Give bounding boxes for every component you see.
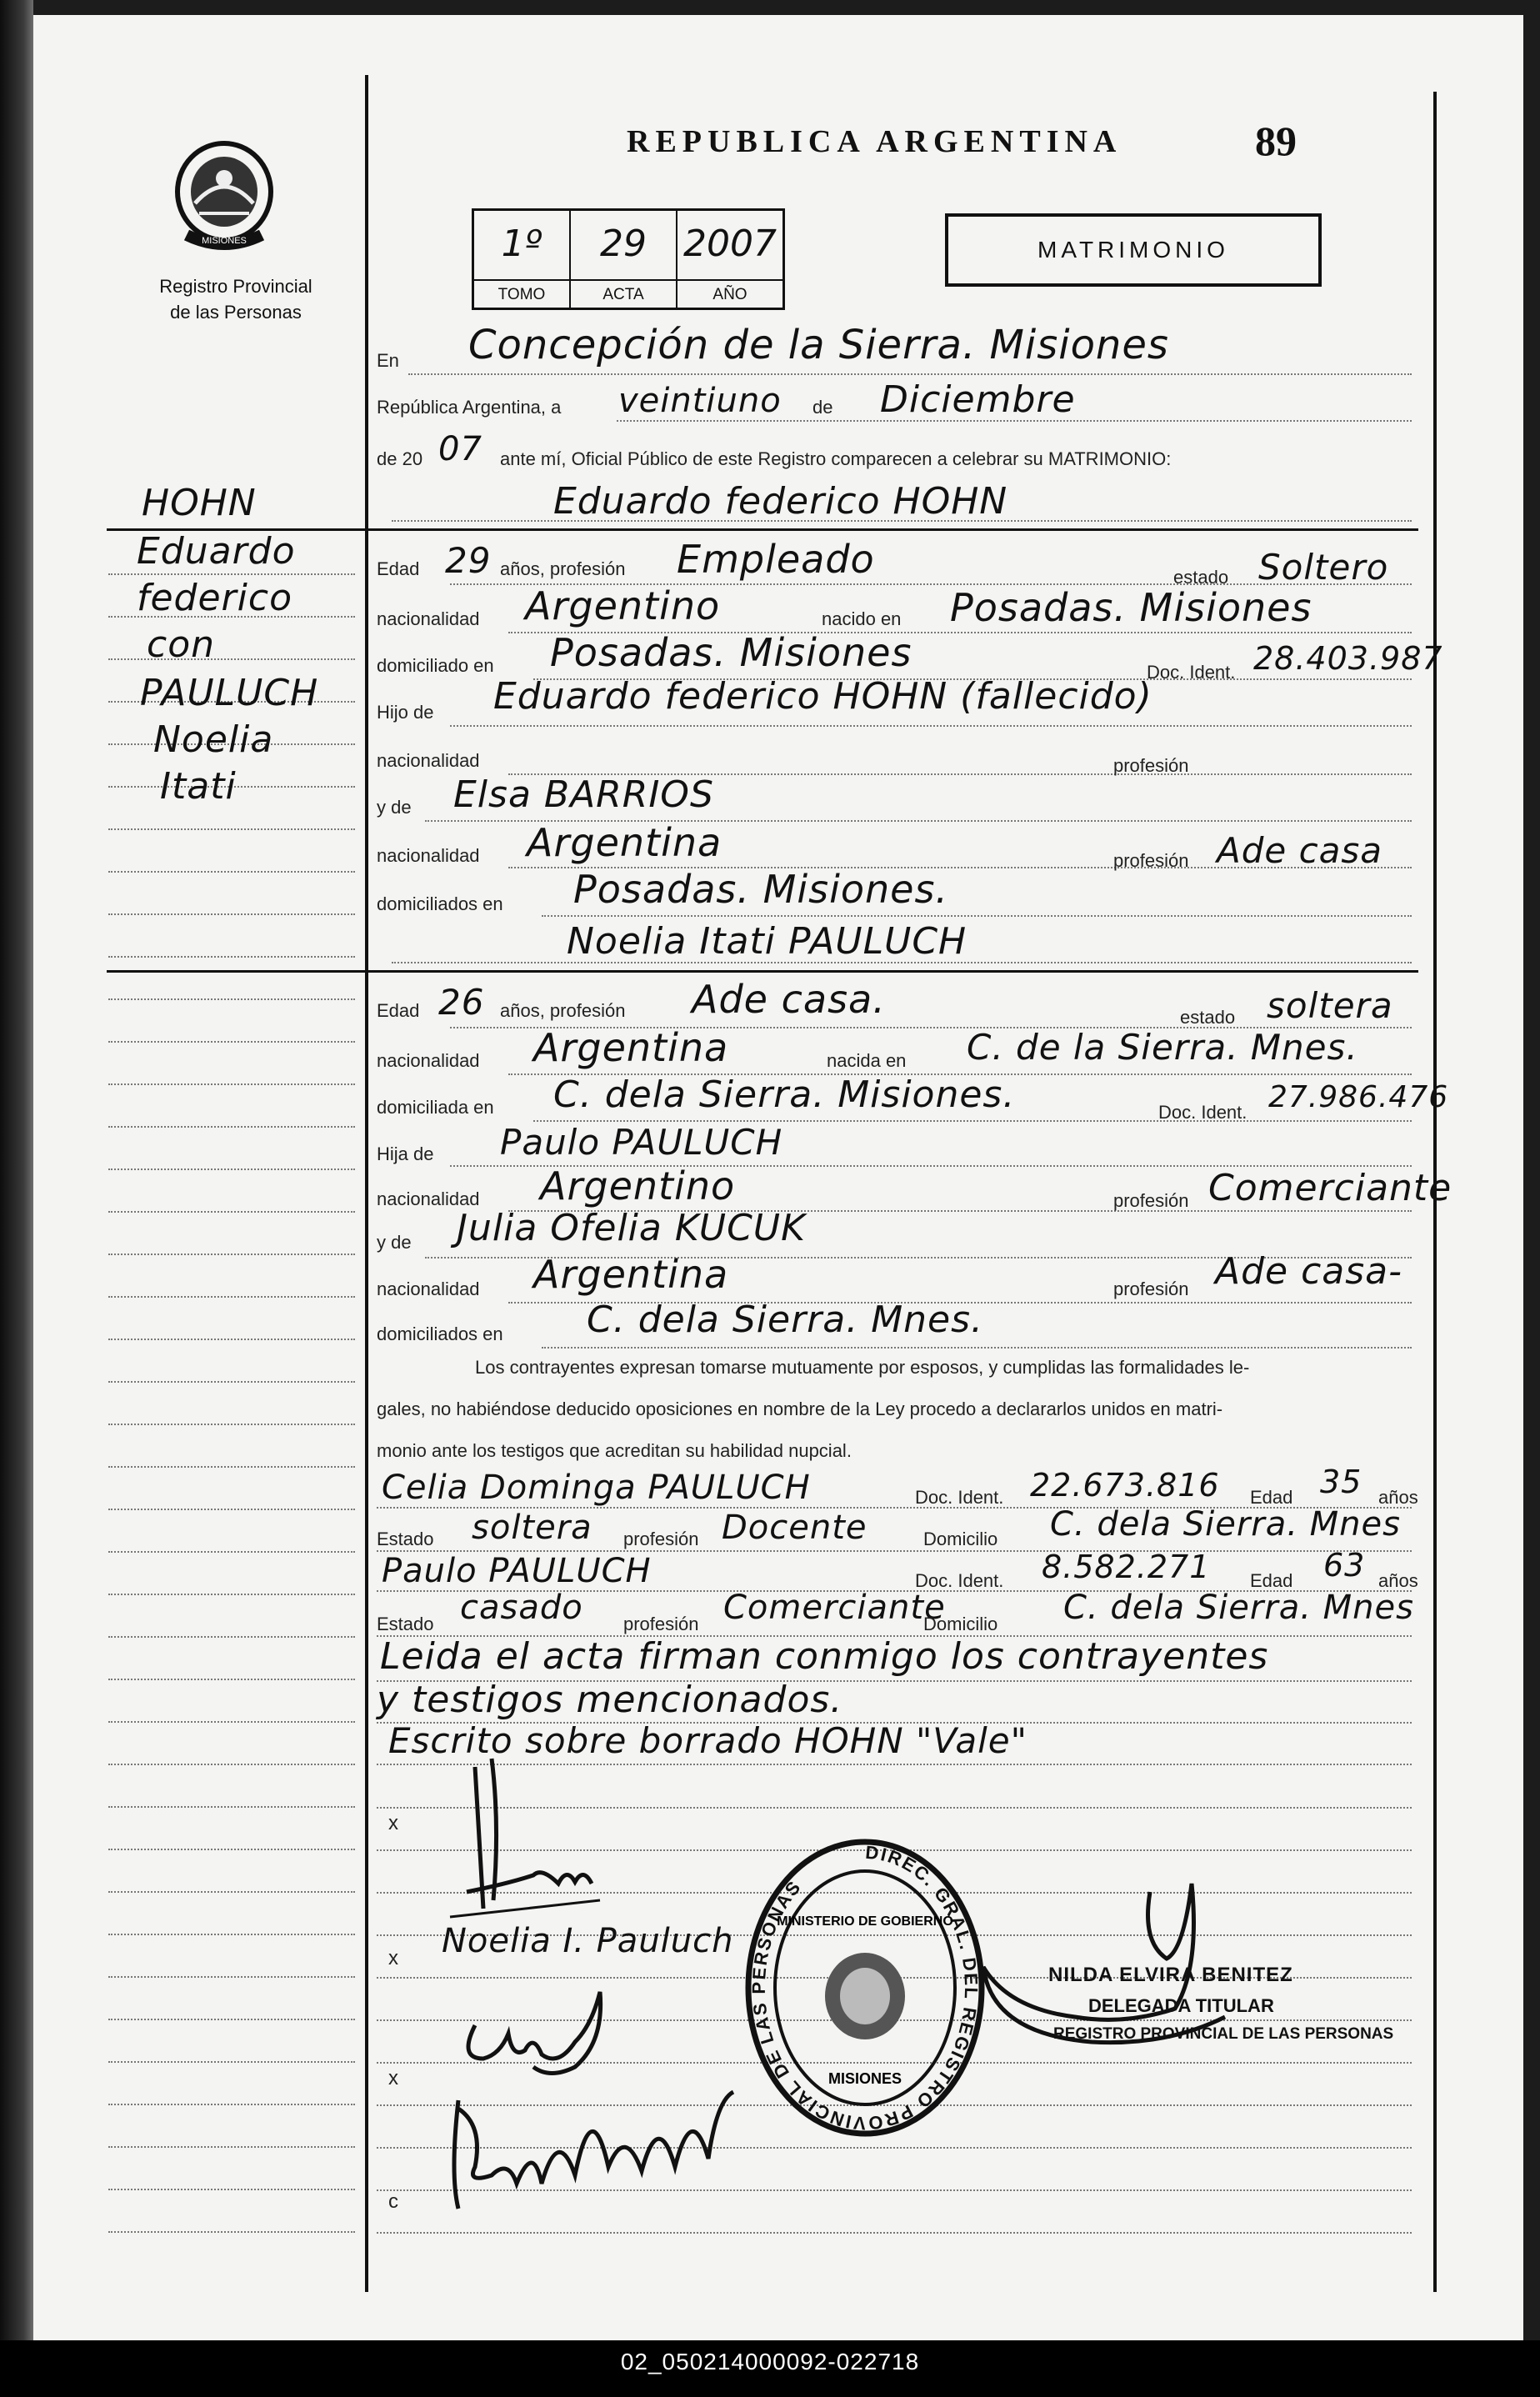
margin-rule — [108, 1296, 355, 1298]
intro-place-line — [408, 373, 1412, 375]
officer-office: REGISTRO PROVINCIAL DE LAS PERSONAS — [1053, 2025, 1394, 2043]
witness-2-doc: 8.582.271 — [1042, 1549, 1211, 1585]
marriage-month: Diciembre — [880, 378, 1076, 421]
margin-rule — [108, 1891, 355, 1893]
margin-rule — [108, 1594, 355, 1595]
margin-rule — [108, 1211, 355, 1213]
margin-rule — [108, 1509, 355, 1510]
bride-nationality: Argentina — [533, 1025, 729, 1070]
witness-1-doc: 22.673.816 — [1030, 1467, 1220, 1504]
bride-name: Noelia Itati PAULUCH — [567, 920, 968, 963]
acta-label: ACTA — [571, 279, 676, 308]
groom-domicile: Posadas. Misiones — [550, 630, 912, 675]
margin-rule — [108, 956, 355, 958]
margin-rule — [108, 871, 355, 873]
groom-nacido-label: nacido en — [822, 608, 902, 629]
ano-cell — [678, 211, 782, 308]
margin-rule — [108, 1254, 355, 1255]
groom-mother: Elsa BARRIOS — [453, 773, 714, 816]
bride-mother-prof-label: profesión — [1113, 1279, 1189, 1299]
margin-rule — [108, 1721, 355, 1723]
misiones-coat-of-arms-icon — [170, 137, 278, 255]
margin-rule — [108, 1466, 355, 1468]
intro-statement: ante mí, Oficial Público de este Registro comparecen a celebrar su MATRIMONIO: — [500, 448, 1172, 469]
signature-mark-3: x — [388, 2067, 398, 2089]
bride-domiciliada-label: domiciliada en — [377, 1097, 494, 1118]
record-id-box — [472, 208, 785, 310]
ano-label: AÑO — [678, 279, 782, 308]
margin-name-3: federico — [137, 577, 292, 619]
groom-doc-label: Doc. Ident. — [1147, 662, 1236, 683]
witness-1-signature-icon — [450, 1975, 633, 2084]
groom-hijo-label: Hijo de — [377, 702, 434, 723]
witness-1-name: Celia Dominga PAULUCH — [382, 1469, 811, 1507]
bride-father: Paulo PAULUCH — [500, 1122, 783, 1163]
registry-label — [125, 273, 347, 325]
margin-rule — [108, 2104, 355, 2105]
closing-line-2: y testigos mencionados. — [377, 1679, 843, 1721]
registry-label-line-1: Registro Provincial — [159, 276, 312, 297]
witness-2-domicilio-label: Domicilio — [923, 1614, 998, 1634]
groom-nacionalidad-label: nacionalidad — [377, 608, 480, 629]
groom-yde-label: y de — [377, 797, 412, 818]
margin-rule — [108, 573, 355, 575]
margin-rule — [108, 1041, 355, 1043]
groom-profession-label: años, profesión — [500, 558, 626, 579]
bride-doc: 27.986.476 — [1268, 1080, 1449, 1114]
margin-rule — [108, 1126, 355, 1128]
witness-1-anos-label: años — [1378, 1487, 1418, 1508]
margin-rule — [108, 2146, 355, 2148]
margin-name-6: Noelia — [153, 718, 274, 761]
groom-doc: 28.403.987 — [1253, 640, 1443, 677]
margin-rule — [108, 1806, 355, 1808]
registry-label-line-2: de las Personas — [170, 302, 302, 323]
officer-role: DELEGADA TITULAR — [1088, 1995, 1274, 2016]
witness-2-signature-icon — [442, 2075, 758, 2217]
margin-rule — [108, 1551, 355, 1553]
declaration-line-2: gales, no habiéndose deducido oposiciones en nombre de la Ley procedo a declararlos unidos en matri- — [377, 1399, 1223, 1419]
margin-rule — [108, 2231, 355, 2233]
page-gutter — [0, 0, 33, 2397]
bride-parents-dom-line — [542, 1347, 1412, 1349]
bride-age: 26 — [438, 982, 485, 1023]
margin-rule — [108, 2019, 355, 2020]
bride-estado: soltera — [1267, 985, 1393, 1026]
margin-name-7: Itati — [160, 765, 237, 808]
margin-rule — [108, 1424, 355, 1425]
groom-edad-label: Edad — [377, 558, 420, 579]
bride-mother-nat-label: nacionalidad — [377, 1279, 480, 1299]
groom-mother-nat-label: nacionalidad — [377, 845, 480, 866]
acta-cell — [571, 211, 678, 308]
bride-father-profession: Comerciante — [1208, 1167, 1452, 1209]
official-seal-icon — [740, 1834, 990, 2142]
witness-2-profession: Comerciante — [723, 1589, 946, 1627]
seal-inner-text: MINISTERIO DE GOBIERNO — [777, 1914, 953, 1929]
signature-mark-2: x — [388, 1947, 398, 1969]
year-suffix: 07 — [438, 430, 482, 468]
bride-mother: Julia Ofelia KUCUK — [457, 1207, 806, 1249]
groom-mother-nationality: Argentina — [527, 820, 722, 865]
margin-rule — [108, 1764, 355, 1765]
margin-rule — [108, 2189, 355, 2190]
tomo-value: 1º — [501, 223, 542, 265]
bride-nacionalidad-label: nacionalidad — [377, 1050, 480, 1071]
margin-rule — [108, 913, 355, 915]
groom-nationality: Argentino — [525, 583, 721, 628]
bride-signature: Noelia I. Pauluch — [442, 1922, 734, 1960]
acta-value: 29 — [600, 223, 647, 265]
witness-1-profesion-label: profesión — [623, 1529, 699, 1549]
witness-1-age: 35 — [1320, 1464, 1362, 1500]
witness-2-domicile: C. dela Sierra. Mnes — [1063, 1589, 1414, 1627]
groom-profession: Empleado — [677, 537, 875, 582]
witness-1-edad-label: Edad — [1250, 1487, 1293, 1508]
bride-yde-label: y de — [377, 1232, 412, 1253]
groom-parents-dom-label: domiciliados en — [377, 893, 503, 914]
bride-mother-profession: Ade casa- — [1215, 1250, 1403, 1293]
closing-line-1: Leida el acta firman conmigo los contrayentes — [380, 1635, 1269, 1678]
bride-profession: Ade casa. — [692, 977, 886, 1022]
de-label: de — [812, 397, 833, 418]
bride-mother-nationality: Argentina — [533, 1252, 729, 1297]
groom-parents-domicile: Posadas. Misiones. — [573, 867, 949, 912]
witness-2-age: 63 — [1323, 1547, 1366, 1584]
witness-2-anos-label: años — [1378, 1570, 1418, 1591]
marriage-day: veintiuno — [618, 382, 782, 420]
officer-name: NILDA ELVIRA BENITEZ — [1048, 1964, 1293, 1986]
witness-2-name: Paulo PAULUCH — [382, 1552, 652, 1590]
seal-ring-text: DIREC. GRAL. DEL REGISTRO PROVINCIAL DE LAS PERSONAS — [748, 1841, 982, 2134]
witness-2-profesion-label: profesión — [623, 1614, 699, 1634]
record-type-box: MATRIMONIO — [945, 213, 1322, 287]
tomo-cell — [474, 211, 571, 308]
marriage-place: Concepción de la Sierra. Misiones — [468, 322, 1169, 368]
groom-domiciliado-label: domiciliado en — [377, 655, 494, 676]
witness-2-estado-label: Estado — [377, 1614, 434, 1634]
margin-rule — [108, 1083, 355, 1085]
year-prefix: de 20 — [377, 448, 423, 469]
groom-father-prof-label: profesión — [1113, 755, 1189, 776]
margin-rule — [108, 1934, 355, 1935]
bride-father-prof-label: profesión — [1113, 1190, 1189, 1211]
bride-birthplace: C. de la Sierra. Mnes. — [967, 1027, 1358, 1068]
margin-rule — [108, 828, 355, 830]
bride-parents-dom-label: domiciliados en — [377, 1324, 503, 1344]
margin-rule — [108, 1849, 355, 1850]
margin-rule — [108, 1339, 355, 1340]
republica-label: República Argentina, a — [377, 397, 562, 418]
groom-father-nat-label: nacionalidad — [377, 750, 480, 771]
tomo-label: TOMO — [474, 279, 569, 308]
witness-2-edad-label: Edad — [1250, 1570, 1293, 1591]
closing-line-3: Escrito sobre borrado HOHN "Vale" — [388, 1720, 1028, 1761]
groom-birthplace: Posadas. Misiones — [950, 585, 1312, 630]
bride-profession-label: años, profesión — [500, 1000, 626, 1021]
bride-nacida-label: nacida en — [827, 1050, 907, 1071]
bride-edad-label: Edad — [377, 1000, 420, 1021]
witness-1-estado-label: Estado — [377, 1529, 434, 1549]
groom-mother-prof-label: profesión — [1113, 850, 1189, 871]
seal-bottom-text: MISIONES — [828, 2070, 902, 2087]
ano-value: 2007 — [683, 223, 777, 265]
bride-estado-label: estado — [1180, 1007, 1236, 1028]
signature-mark-1: x — [388, 1812, 398, 1834]
bride-father-nationality: Argentino — [540, 1163, 736, 1209]
bride-separator-line — [107, 970, 1418, 973]
document-title: REPUBLICA ARGENTINA — [627, 124, 1122, 159]
bride-domicile: C. dela Sierra. Misiones. — [553, 1073, 1016, 1116]
margin-rule — [108, 1976, 355, 1978]
page-number: 89 — [1255, 118, 1297, 164]
groom-signature-icon — [442, 1742, 608, 1934]
scan-code: 02_050214000092-022718 — [620, 2349, 920, 2374]
groom-parents-dom-line — [542, 915, 1412, 917]
margin-rule — [108, 1381, 355, 1383]
signature-mark-4: c — [388, 2190, 398, 2213]
margin-rule — [108, 998, 355, 1000]
margin-name-5: PAULUCH — [140, 672, 319, 714]
groom-father: Eduardo federico HOHN (fallecido) — [493, 675, 1152, 718]
bride-doc-label: Doc. Ident. — [1158, 1102, 1248, 1123]
margin-name-2: Eduardo — [137, 530, 296, 573]
groom-estado-label: estado — [1173, 567, 1229, 588]
bride-parents-domicile: C. dela Sierra. Mnes. — [587, 1299, 984, 1341]
witness-1-doc-label: Doc. Ident. — [915, 1487, 1004, 1508]
signature-rule — [377, 2232, 1412, 2234]
bride-father-nat-label: nacionalidad — [377, 1188, 480, 1209]
bride-hija-label: Hija de — [377, 1143, 434, 1164]
groom-age: 29 — [445, 540, 492, 581]
witness-2-estado: casado — [460, 1589, 583, 1627]
groom-father-line — [450, 725, 1412, 727]
groom-separator-line — [107, 528, 1418, 531]
witness-1-domicilio-label: Domicilio — [923, 1529, 998, 1549]
en-label: En — [377, 350, 399, 371]
witness-1-domicile: C. dela Sierra. Mnes — [1050, 1505, 1401, 1544]
witness-2-doc-label: Doc. Ident. — [915, 1570, 1004, 1591]
margin-rule — [108, 1679, 355, 1680]
declaration-line-1: Los contrayentes expresan tomarse mutuamente por esposos, y cumplidas las formalidades le- — [475, 1357, 1250, 1378]
margin-rule — [108, 658, 355, 660]
witness-1-profession: Docente — [722, 1509, 868, 1547]
margin-rule — [108, 2061, 355, 2063]
witness-1-estado: soltera — [472, 1509, 592, 1547]
groom-mother-profession: Ade casa — [1217, 830, 1383, 871]
margin-name-4: con — [147, 623, 215, 666]
declaration-line-3: monio ante los testigos que acreditan su habilidad nupcial. — [377, 1440, 852, 1461]
groom-estado: Soltero — [1258, 547, 1389, 588]
logo-caption: MISIONES — [202, 236, 247, 246]
groom-name: Eduardo federico HOHN — [553, 480, 1008, 523]
margin-divider — [365, 75, 368, 2292]
margin-name-1: HOHN — [142, 482, 257, 524]
margin-rule — [108, 1168, 355, 1170]
margin-rule — [108, 1636, 355, 1638]
